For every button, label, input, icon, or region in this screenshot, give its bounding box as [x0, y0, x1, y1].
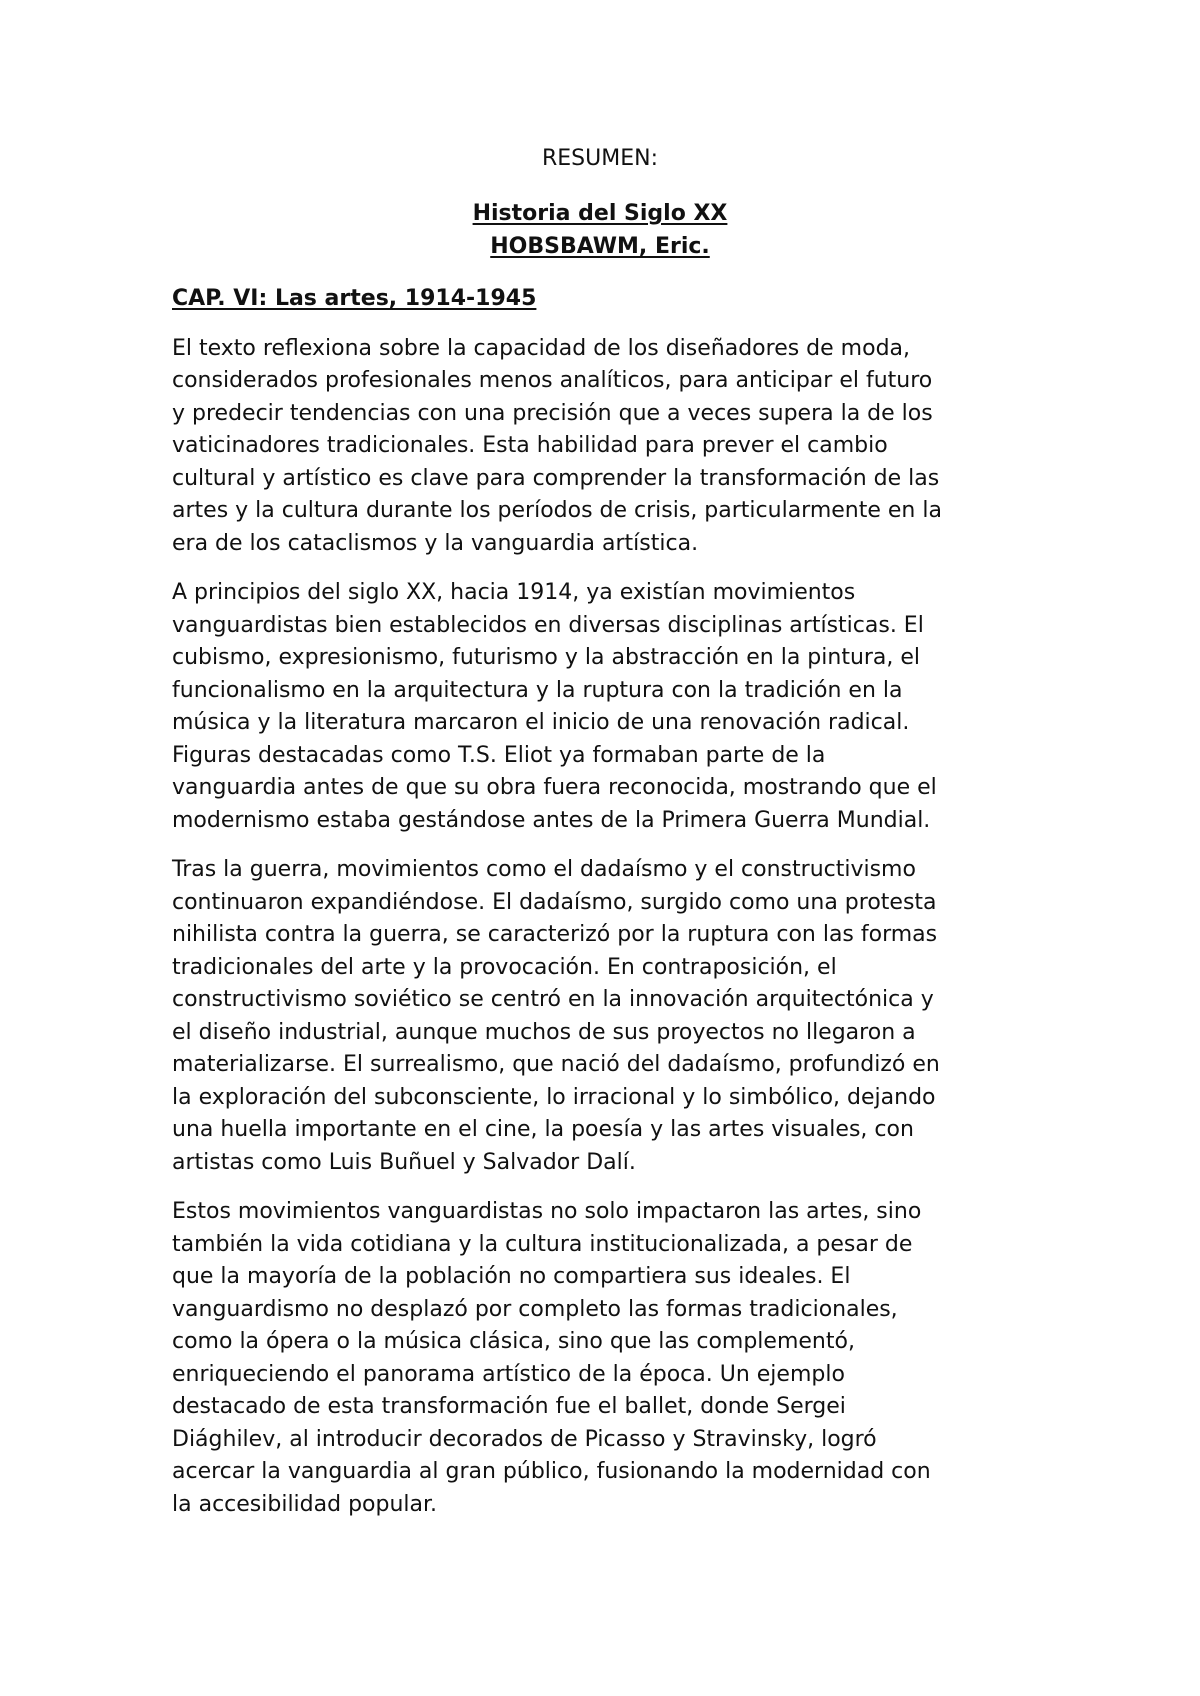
paragraph-line: modernismo estaba gestándose antes de la Primera Guerra Mundial. — [172, 807, 931, 833]
paragraph-line: destacado de esta transformación fue el ballet, donde Sergei — [172, 1394, 846, 1419]
title-block — [0, 197, 1200, 263]
paragraph-line: como la ópera o la música clásica, sino que las complementó, — [172, 1329, 855, 1354]
paragraph-line: vanguardismo no desplazó por completo las formas tradicionales, — [172, 1296, 898, 1322]
paragraph-line: acercar la vanguardia al gran público, fusionando la modernidad con — [172, 1459, 931, 1484]
paragraph-3 — [172, 854, 1034, 1179]
book-title-line — [0, 197, 1200, 230]
author-name: HOBSBAWM, Eric. — [490, 234, 710, 259]
paragraph-line: una huella importante en el cine, la poesía y las artes visuales, con — [172, 1117, 914, 1142]
paragraph-line: cubismo, expresionismo, futurismo y la abstracción en la pintura, el — [172, 645, 921, 670]
paragraph-line: que la mayoría de la población no compartiera sus ideales. El — [172, 1264, 851, 1289]
paragraph-line: vaticinadores tradicionales. Esta habilidad para prever el cambio — [172, 433, 888, 458]
paragraph-line: materializarse. El surrealismo, que nació del dadaísmo, profundizó en — [172, 1052, 940, 1077]
paragraph-line: Figuras destacadas como T.S. Eliot ya formaban parte de la — [172, 742, 826, 768]
paragraph-line: continuaron expandiéndose. El dadaísmo, surgido como una protesta — [172, 889, 937, 915]
document-body — [172, 283, 1034, 1538]
paragraph-line: artes y la cultura durante los períodos de crisis, particularmente en la — [172, 498, 942, 523]
document-heading: RESUMEN: — [541, 146, 658, 171]
paragraph-line: la exploración del subconsciente, lo irracional y lo simbólico, dejando — [172, 1084, 936, 1110]
paragraph-line: Estos movimientos vanguardistas no solo impactaron las artes, sino — [172, 1199, 922, 1224]
author-line — [0, 230, 1200, 263]
paragraph-2 — [172, 577, 1034, 837]
book-title: Historia del Siglo XX — [472, 201, 728, 226]
paragraph-line: nihilista contra la guerra, se caracterizó por la ruptura con las formas — [172, 922, 938, 947]
paragraph-line: enriqueciendo el panorama artístico de la época. Un ejemplo — [172, 1361, 845, 1387]
paragraph-line: el diseño industrial, aunque muchos de sus proyectos no llegaron a — [172, 1019, 916, 1045]
paragraph-line: la accesibilidad popular. — [172, 1491, 438, 1517]
paragraph-line: artistas como Luis Buñuel y Salvador Dalí. — [172, 1149, 636, 1175]
paragraph-line: también la vida cotidiana y la cultura institucionalizada, a pesar de — [172, 1231, 913, 1257]
paragraph-line: El texto reflexiona sobre la capacidad de los diseñadores de moda, — [172, 335, 911, 361]
paragraph-line: Diághilev, al introducir decorados de Picasso y Stravinsky, logró — [172, 1426, 877, 1452]
paragraph-line: considerados profesionales menos analíticos, para anticipar el futuro — [172, 368, 933, 393]
paragraph-line: y predecir tendencias con una precisión que a veces supera la de los — [172, 400, 933, 426]
paragraph-line: tradicionales del arte y la provocación. En contraposición, el — [172, 954, 837, 980]
chapter-title: CAP. VI: Las artes, 1914-1945 — [172, 286, 537, 311]
paragraph-line: Tras la guerra, movimientos como el dadaísmo y el constructivismo — [172, 857, 916, 882]
paragraph-line: constructivismo soviético se centró en la innovación arquitectónica y — [172, 987, 934, 1012]
paragraph-1 — [172, 333, 1034, 561]
paragraph-line: música y la literatura marcaron el inicio de una renovación radical. — [172, 710, 910, 735]
paragraph-line: cultural y artístico es clave para comprender la transformación de las — [172, 465, 940, 491]
paragraph-line: vanguardia antes de que su obra fuera reconocida, mostrando que el — [172, 775, 937, 800]
chapter-heading — [172, 283, 1034, 316]
paragraph-line: era de los cataclismos y la vanguardia artística. — [172, 530, 699, 556]
paragraph-4 — [172, 1196, 1034, 1521]
paragraph-line: funcionalismo en la arquitectura y la ruptura con la tradición en la — [172, 677, 903, 703]
paragraph-line: A principios del siglo XX, hacia 1914, ya existían movimientos — [172, 580, 856, 605]
paragraph-line: vanguardistas bien establecidos en diversas disciplinas artísticas. El — [172, 612, 924, 638]
